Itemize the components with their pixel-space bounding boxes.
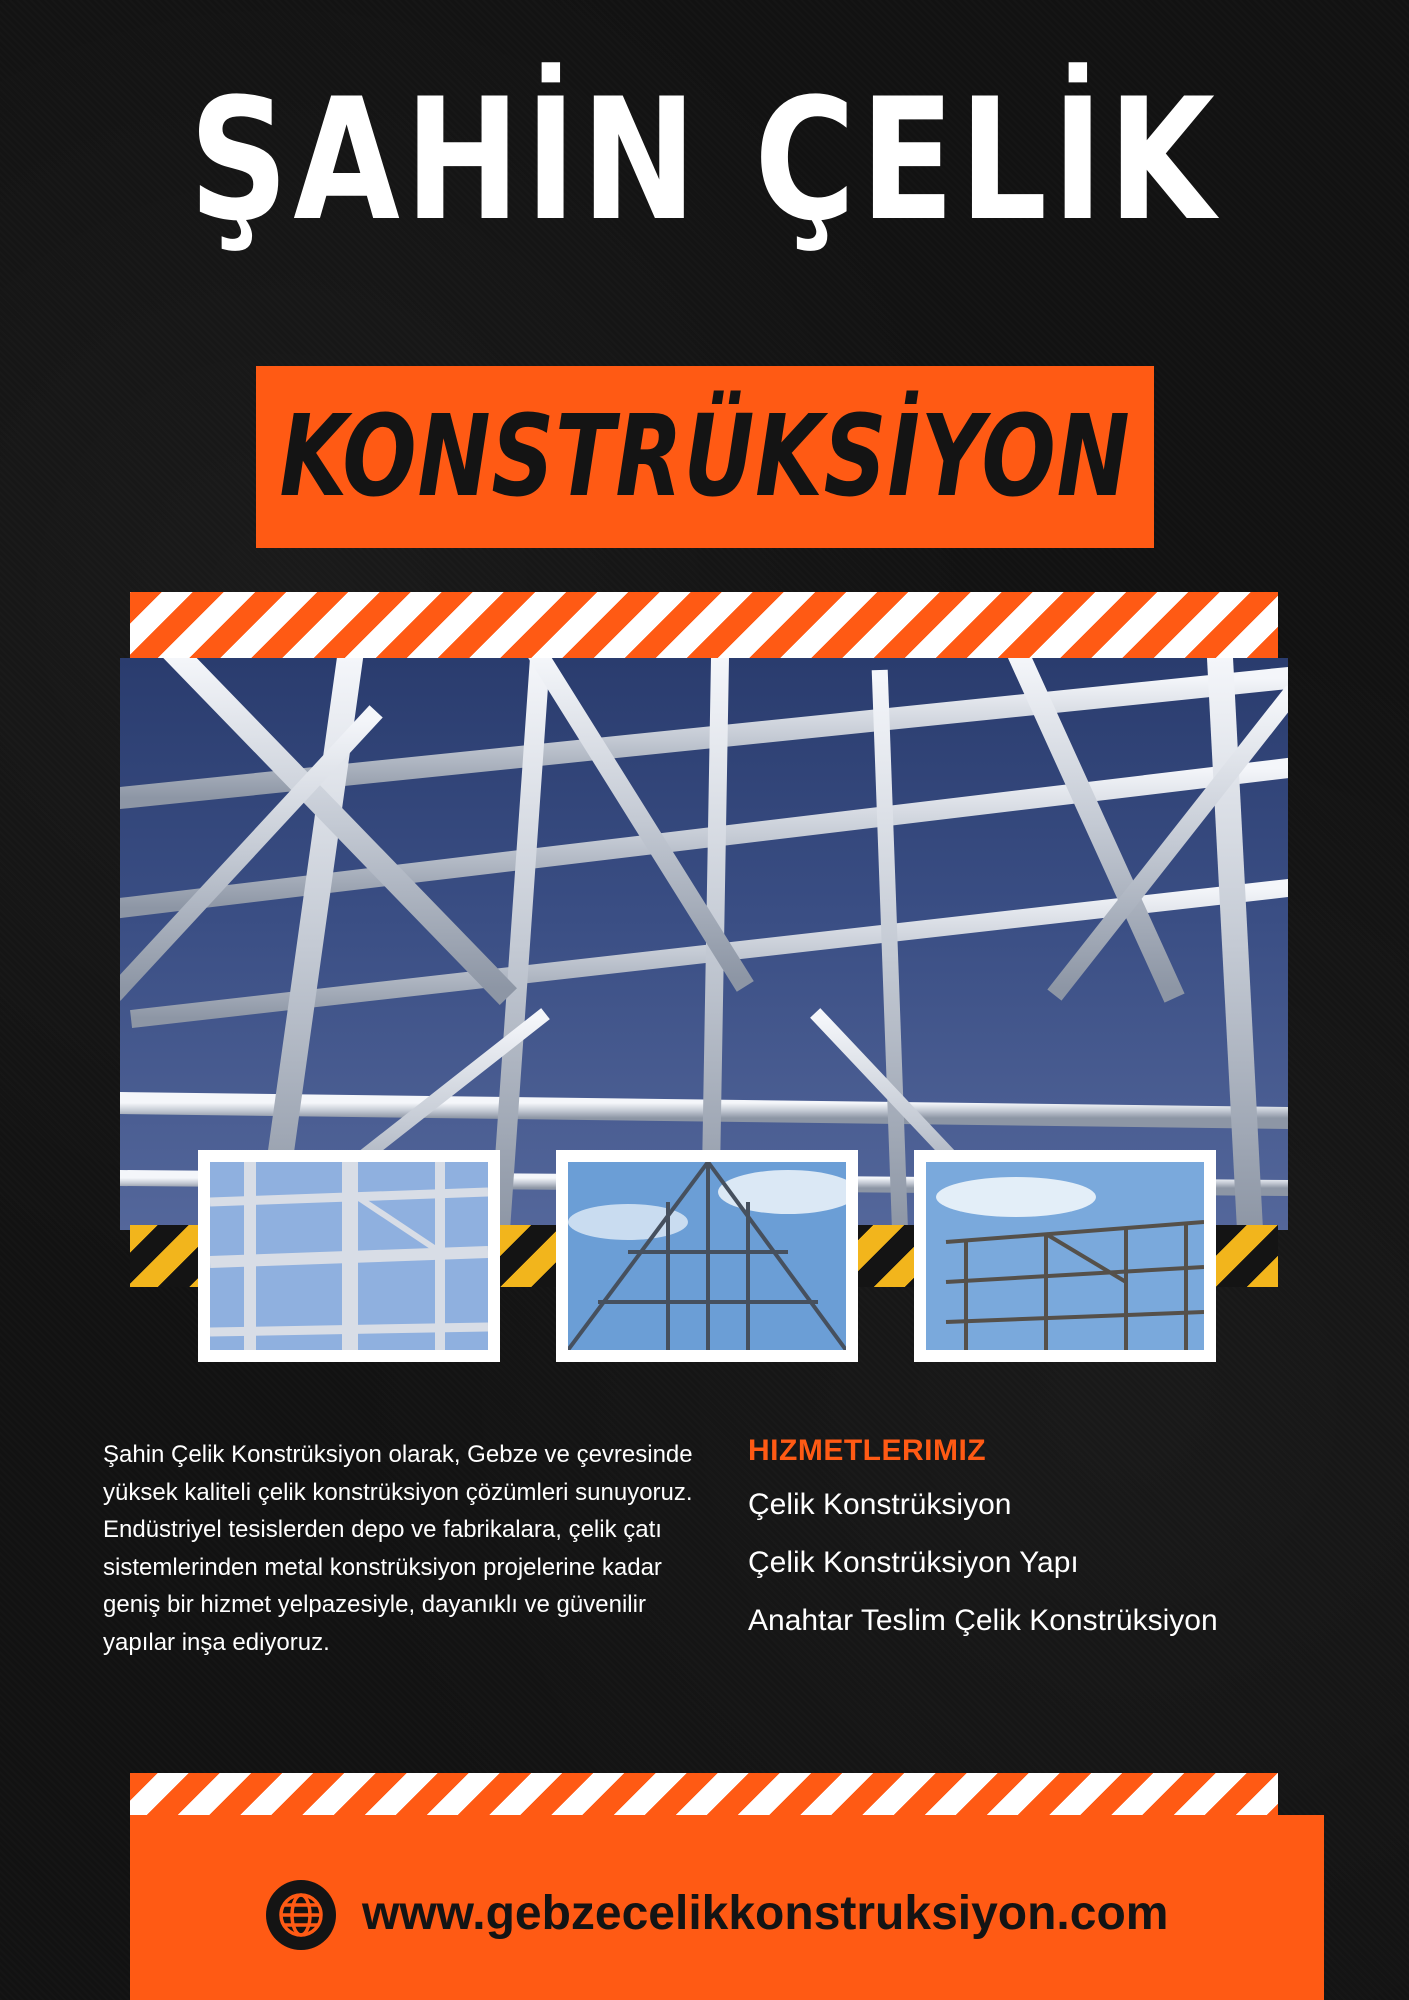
hazard-stripe-top: [130, 592, 1278, 658]
service-item: Anahtar Teslim Çelik Konstrüksiyon: [748, 1604, 1218, 1637]
thumbnail-steel-frame-3: [914, 1150, 1216, 1362]
website-link[interactable]: www.gebzecelikkonstruksiyon.com: [362, 1887, 1169, 1940]
thumbnail-steel-frame-1: [198, 1150, 500, 1362]
steel-column-illustration: [210, 1162, 488, 1350]
steel-building-illustration: [926, 1162, 1204, 1350]
steel-roof-illustration: [568, 1162, 846, 1350]
service-item: Çelik Konstrüksiyon Yapı: [748, 1546, 1079, 1579]
thumbnail-steel-frame-2: [556, 1150, 858, 1362]
brand-subtitle: KONSTRÜKSİYON: [279, 392, 1131, 522]
steel-truss-illustration: [120, 658, 1288, 1230]
about-paragraph: Şahin Çelik Konstrüksiyon olarak, Gebze ve çevresinde yüksek kaliteli çelik konstrüksiyon çözümleri sunuyoruz. Endüstriyel tesislerden depo ve fabrikalara, çelik çatı sistemlerinden metal konstrüksiyon projelerine kadar geniş bir hizmet yelpazesiyle, dayanıklı ve güvenilir yapılar inşa ediyoruz.: [103, 1441, 693, 1656]
globe-icon: [266, 1880, 336, 1950]
brand-title: ŞAHİN ÇELİK: [189, 62, 1220, 258]
services-title: HIZMETLERIMIZ: [748, 1434, 987, 1467]
hero-steel-frame-image: [120, 658, 1288, 1230]
service-item: Çelik Konstrüksiyon: [748, 1488, 1012, 1521]
